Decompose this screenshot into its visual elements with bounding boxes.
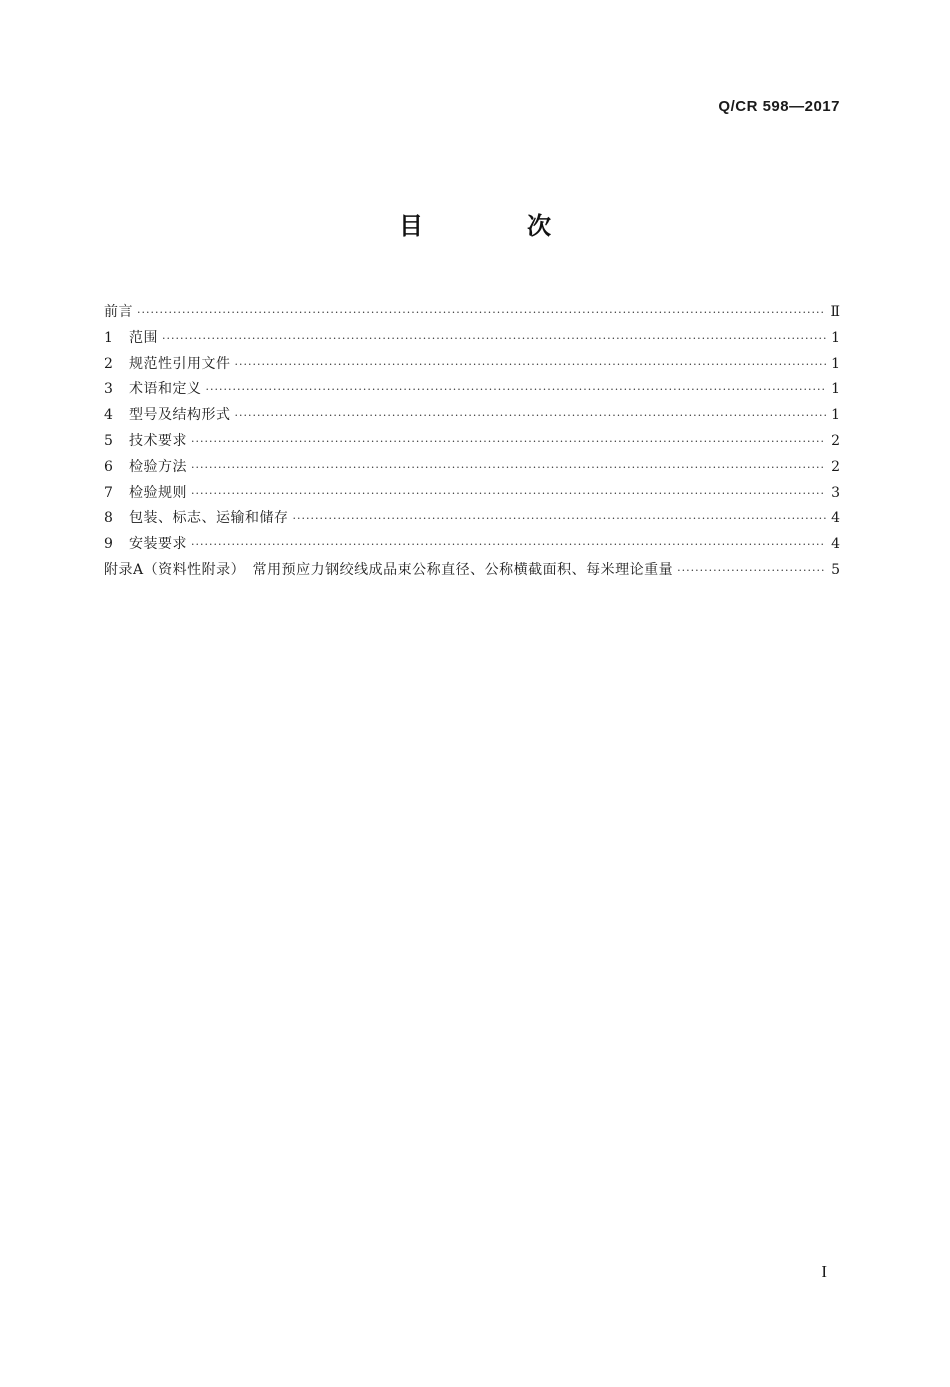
toc-entry-label: 包装、标志、运输和储存 bbox=[129, 510, 289, 527]
toc-entry-page: 1 bbox=[831, 381, 840, 398]
toc-entry-label: 安装要求 bbox=[129, 536, 187, 553]
toc-entry-7[interactable] bbox=[104, 482, 840, 508]
toc-entry-label: 检验方法 bbox=[129, 458, 187, 475]
table-of-contents bbox=[104, 301, 840, 585]
toc-leader bbox=[191, 483, 826, 505]
toc-leader bbox=[293, 508, 827, 530]
page-number: I bbox=[821, 1262, 827, 1281]
toc-entry-5[interactable] bbox=[104, 430, 840, 456]
toc-entry-label: 前言 bbox=[104, 304, 133, 320]
toc-entry-number: 3 bbox=[104, 381, 113, 398]
toc-entry-2[interactable] bbox=[104, 353, 840, 379]
toc-leader bbox=[235, 405, 827, 427]
toc-entry-1[interactable] bbox=[104, 327, 840, 353]
toc-entry-9[interactable] bbox=[104, 533, 840, 559]
toc-entry-label: 型号及结构形式 bbox=[129, 407, 231, 424]
toc-entry-label: 技术要求 bbox=[129, 432, 187, 449]
toc-leader bbox=[191, 457, 826, 479]
toc-entry-page: 2 bbox=[831, 432, 840, 449]
toc-entry-page: 1 bbox=[831, 329, 840, 346]
toc-entry-label: 范围 bbox=[129, 329, 158, 346]
toc-entry-page: 1 bbox=[831, 407, 840, 424]
toc-entry-4[interactable] bbox=[104, 404, 840, 430]
toc-entry-3[interactable] bbox=[104, 378, 840, 404]
toc-entry-page: 1 bbox=[831, 355, 840, 372]
page-title: 目 次 bbox=[399, 212, 591, 240]
toc-entry-number: 1 bbox=[104, 329, 113, 346]
toc-entry-number: 4 bbox=[104, 407, 113, 424]
toc-leader bbox=[677, 560, 826, 582]
toc-entry-page: 3 bbox=[831, 484, 840, 501]
toc-leader bbox=[235, 354, 827, 376]
toc-entry-label: 附录A（资料性附录） 常用预应力钢绞线成品束公称直径、公称横截面积、每米理论重量 bbox=[104, 561, 674, 578]
toc-entry-number: 2 bbox=[104, 355, 113, 372]
toc-entry-label: 术语和定义 bbox=[129, 381, 202, 398]
toc-entry-label: 规范性引用文件 bbox=[129, 355, 231, 372]
toc-leader bbox=[137, 302, 826, 324]
toc-leader bbox=[191, 431, 826, 453]
toc-entry-number: 5 bbox=[104, 432, 113, 449]
toc-entry-6[interactable] bbox=[104, 456, 840, 482]
toc-entry-foreword[interactable] bbox=[104, 301, 840, 327]
toc-entry-page: 4 bbox=[831, 536, 840, 553]
toc-entry-number: 8 bbox=[104, 510, 113, 527]
toc-entry-8[interactable] bbox=[104, 507, 840, 533]
toc-entry-number: 7 bbox=[104, 484, 113, 501]
toc-leader bbox=[191, 534, 826, 556]
toc-entry-appendix-a[interactable] bbox=[104, 559, 840, 585]
toc-leader bbox=[206, 379, 827, 401]
toc-leader bbox=[162, 328, 826, 350]
toc-entry-page: 2 bbox=[831, 458, 840, 475]
toc-entry-number: 6 bbox=[104, 458, 113, 475]
toc-entry-page: Ⅱ bbox=[830, 304, 840, 320]
document-code: Q/CR 598—2017 bbox=[718, 98, 840, 115]
toc-entry-page: 4 bbox=[831, 510, 840, 527]
toc-entry-label: 检验规则 bbox=[129, 484, 187, 501]
toc-entry-number: 9 bbox=[104, 536, 113, 553]
toc-entry-page: 5 bbox=[831, 561, 840, 578]
